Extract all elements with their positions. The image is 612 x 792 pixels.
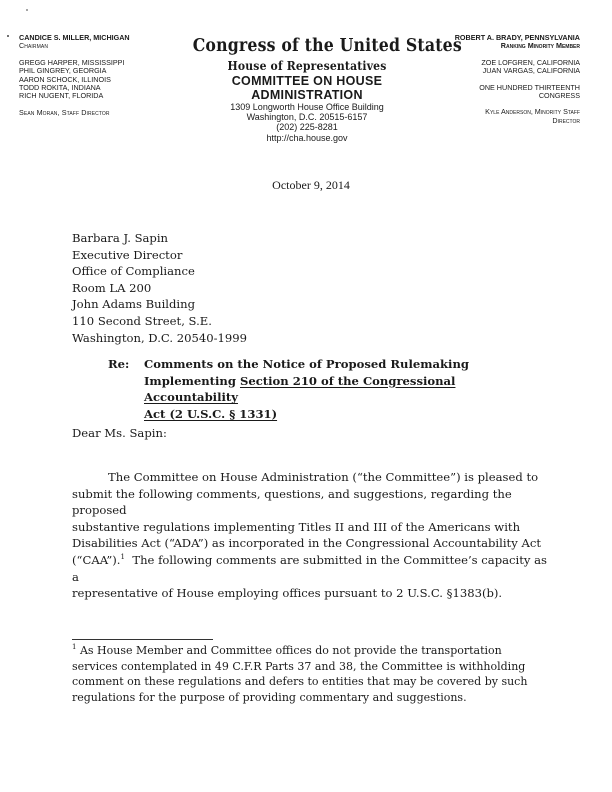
majority-member: PHIL GINGREY, GEORGIA bbox=[19, 66, 107, 76]
re-label: Re: bbox=[108, 357, 130, 371]
body-paragraph bbox=[72, 469, 556, 602]
chair-name: CANDICE S. MILLER, MICHIGAN bbox=[19, 33, 130, 42]
staff-director: Sean Moran, Staff Director bbox=[19, 107, 110, 117]
recipient-line: Room LA 200 bbox=[72, 280, 152, 295]
ranking-member-name: ROBERT A. BRADY, PENNSYLVANIA bbox=[454, 33, 580, 42]
subject-line: Comments on the Notice of Proposed Rulemaking bbox=[144, 357, 469, 371]
recipient-line: Barbara J. Sapin bbox=[72, 231, 169, 245]
congress-title: Congress of the United States bbox=[192, 36, 462, 56]
recipient-address bbox=[72, 230, 247, 346]
minority-member: ZOE LOFGREN, CALIFORNIA bbox=[481, 57, 580, 67]
body-line: submit the following comments, questions, and suggestions, regarding the proposed bbox=[72, 486, 512, 518]
footnote-line: regulations for the purpose of providing commentary and suggestions. bbox=[72, 690, 467, 704]
minority-staff-director: Director bbox=[552, 115, 580, 125]
letter-date: October 9, 2014 bbox=[272, 178, 350, 192]
minority-roster bbox=[380, 34, 580, 125]
scan-speck bbox=[26, 9, 28, 11]
footnote bbox=[72, 643, 552, 705]
address-line: 1309 Longworth House Office Building bbox=[230, 102, 384, 112]
footnote-reference: 1 bbox=[120, 552, 125, 561]
letter-date-block bbox=[0, 178, 612, 193]
body-line: The Committee on House Administration (“the Committee”) is pleased to bbox=[108, 470, 539, 484]
phone-number: (202) 225-8281 bbox=[276, 122, 338, 133]
body-line: substantive regulations implementing Titles II and III of the Americans with bbox=[72, 519, 521, 534]
subject-underlined: Section 210 of the Congressional Accountability bbox=[144, 373, 456, 405]
majority-member: TODD ROKITA, INDIANA bbox=[19, 83, 101, 93]
recipient-line: John Adams Building bbox=[72, 297, 196, 312]
congress-number: ONE HUNDRED THIRTEENTH bbox=[479, 82, 580, 92]
footnote-line: comment on these regulations and defers to entities that may be covered by such bbox=[72, 675, 528, 688]
minority-member: JUAN VARGAS, CALIFORNIA bbox=[482, 66, 580, 76]
body-line: representative of House employing offices pursuant to 2 U.S.C. §1383(b). bbox=[72, 586, 503, 601]
committee-line: COMMITTEE ON HOUSE bbox=[231, 74, 383, 88]
congress-number: CONGRESS bbox=[538, 91, 580, 101]
ranking-member-title: Ranking Minority Member bbox=[500, 41, 580, 51]
chair-title: Chairman bbox=[19, 41, 49, 51]
subject-text bbox=[144, 356, 544, 422]
majority-member: AARON SCHOCK, ILLINOIS bbox=[19, 74, 111, 84]
majority-roster bbox=[19, 34, 189, 117]
recipient-line: Executive Director bbox=[72, 247, 183, 262]
footnote-marker: 1 bbox=[72, 643, 77, 651]
footnote-text: As House Member and Committee offices do not provide the transportation bbox=[79, 644, 502, 657]
subject-line bbox=[144, 373, 544, 406]
recipient-line: 110 Second Street, S.E. bbox=[72, 313, 212, 328]
footnote-line bbox=[72, 643, 552, 659]
footnote-separator bbox=[72, 639, 213, 640]
committee-line: ADMINISTRATION bbox=[251, 88, 363, 102]
body-text-fragment: The following comments are submitted in the Committee’s capacity as a bbox=[72, 552, 548, 584]
majority-member: RICH NUGENT, FLORIDA bbox=[19, 91, 104, 101]
footnote-line: services contemplated in 49 C.F.R Parts 37 and 38, the Committee is withholding bbox=[72, 659, 526, 673]
subject-underlined: Act (2 U.S.C. § 1331) bbox=[144, 406, 278, 421]
minority-staff-director: Kyle Anderson, Minority Staff bbox=[485, 107, 580, 117]
address-line: Washington, D.C. 20515-6157 bbox=[246, 112, 368, 123]
recipient-line: Washington, D.C. 20540-1999 bbox=[72, 330, 248, 345]
scan-mark bbox=[7, 35, 9, 37]
salutation: Dear Ms. Sapin: bbox=[72, 426, 167, 440]
house-title: House of Representatives bbox=[227, 59, 387, 73]
website-link[interactable]: http://cha.house.gov bbox=[266, 132, 348, 143]
body-line bbox=[72, 552, 556, 585]
majority-member: GREGG HARPER, MISSISSIPPI bbox=[19, 57, 125, 67]
body-line: Disabilities Act (“ADA”) as incorporated in the Congressional Accountability Act bbox=[72, 536, 541, 551]
subject-plain: Implementing bbox=[144, 373, 240, 388]
recipient-line: Office of Compliance bbox=[72, 264, 195, 279]
body-text-fragment: (“CAA”). bbox=[72, 552, 121, 567]
